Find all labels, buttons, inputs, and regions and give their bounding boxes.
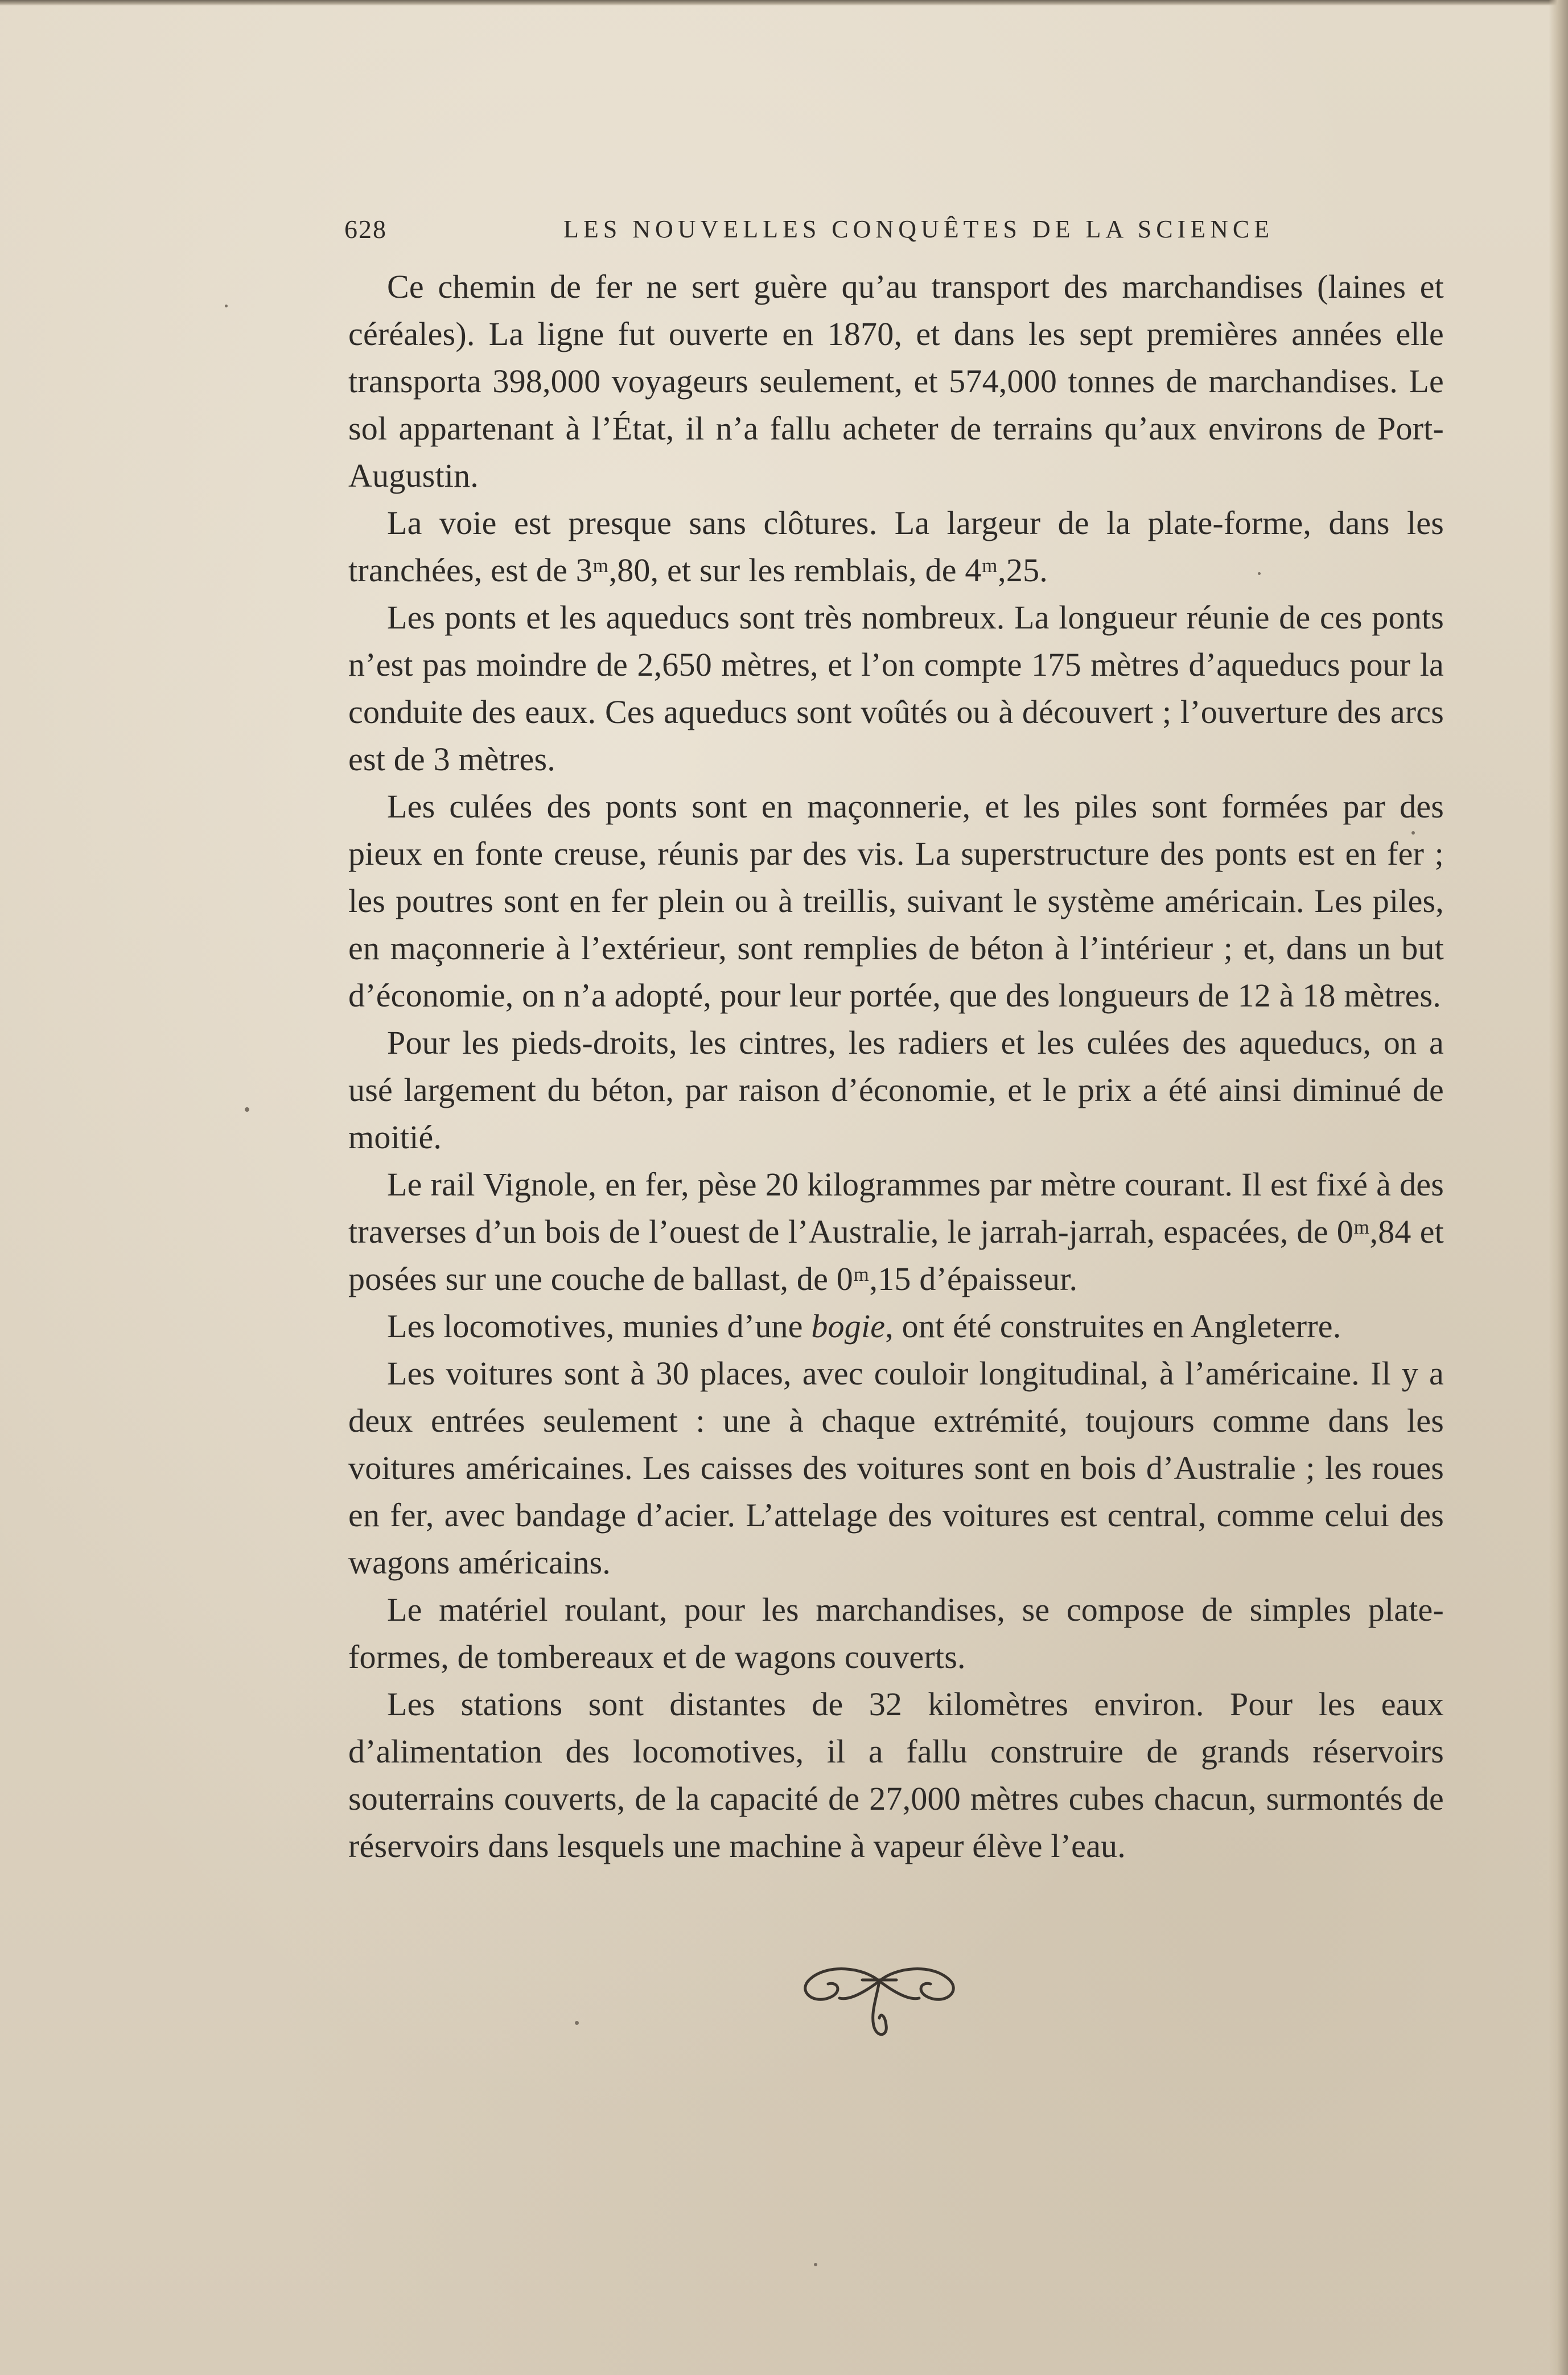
paragraph-transport: Ce chemin de fer ne sert guère qu’au transport des marchandises (laines et céréales). La ligne fut ouverte en 1870, et dans les sept premières années elle transporta 398,000 voyageurs seulement, et 574,000 tonnes de marchandises. Le sol appartenant à l’État, il n’a fallu acheter de terrains qu’aux environs de Port-Augustin. <box>348 268 1444 494</box>
body-text <box>348 263 1444 1869</box>
paper-speck <box>1258 572 1261 575</box>
paper-speck <box>575 2021 579 2025</box>
locomotives-text-after: , ont été construites en Angleterre. <box>885 1308 1341 1345</box>
locomotives-text-before: Les locomotives, munies d’une <box>387 1308 812 1345</box>
page-header <box>344 209 1274 249</box>
paragraph-pieds-droits: Pour les pieds-droits, les cintres, les radiers et les culées des aqueducs, on a usé largement du béton, par raison d’économie, et le prix a été ainsi diminué de moitié. <box>348 1024 1444 1156</box>
paragraph-voitures: Les voitures sont à 30 places, avec couloir longitudinal, à l’américaine. Il y a deux entrées seulement : une à chaque extrémité, toujours comme dans les voitures américaines. Les caisses des voitures sont en bois d’Australie ; les roues en fer, avec bandage d’acier. L’attelage des voitures est central, comme celui des wagons américains. <box>348 1355 1444 1581</box>
paper-speck <box>225 305 228 307</box>
running-title: LES NOUVELLES CONQUÊTES DE LA SCIENCE <box>563 215 1274 243</box>
locomotives-emphasis: bogie <box>811 1308 886 1345</box>
page-right-edge <box>1549 0 1568 2375</box>
paper-speck <box>245 1107 249 1112</box>
paragraph-culees: Les culées des ponts sont en maçonnerie, et les piles sont formées par des pieux en fonte creuse, réunis par des vis. La superstructure des ponts est en fer ; les poutres sont en fer plein ou à treillis, suivant le système américain. Les piles, en maçonnerie à l’extérieur, sont remplies de béton à l’intérieur ; et, dans un but d’économie, on n’a adopté, pour leur portée, que des longueurs de 12 à 18 mètres. <box>348 788 1444 1014</box>
paragraph-ponts-aqueducs: Les ponts et les aqueducs sont très nombreux. La longueur réunie de ces ponts n’est pas moindre de 2,650 mètres, et l’on compte 175 mètres d’aqueducs pour la conduite des eaux. Ces aqueducs sont voûtés ou à découvert ; l’ouverture des arcs est de 3 mètres. <box>348 599 1444 778</box>
page-top-edge <box>0 0 1568 6</box>
paragraph-stations: Les stations sont distantes de 32 kilomètres environ. Pour les eaux d’alimentation des locomotives, il a fallu construire de grands réservoirs souterrains couverts, de la capacité de 27,000 mètres cubes chacun, surmontés de réservoirs dans lesquels une machine à vapeur élève l’eau. <box>348 1686 1444 1864</box>
paragraph-locomotives <box>348 1302 1444 1350</box>
paper-speck <box>814 2263 817 2266</box>
paragraph-rail: Le rail Vignole, en fer, pèse 20 kilogrammes par mètre courant. Il est fixé à des traverses d’un bois de l’ouest de l’Australie, le jarrah-jarrah, espacées, de 0ᵐ,84 et posées sur une couche de ballast, de 0ᵐ,15 d’épaisseur. <box>348 1166 1444 1297</box>
paragraph-materiel: Le matériel roulant, pour les marchandises, se compose de simples plate-formes, de tombereaux et de wagons couverts. <box>348 1591 1444 1675</box>
page-number: 628 <box>344 215 387 244</box>
tailpiece-flourish-icon <box>794 1958 965 2044</box>
paragraph-voie: La voie est presque sans clôtures. La largeur de la plate-forme, dans les tranchées, est de 3ᵐ,80, et sur les remblais, de 4ᵐ,25. <box>348 504 1444 589</box>
paper-speck <box>1411 831 1415 835</box>
